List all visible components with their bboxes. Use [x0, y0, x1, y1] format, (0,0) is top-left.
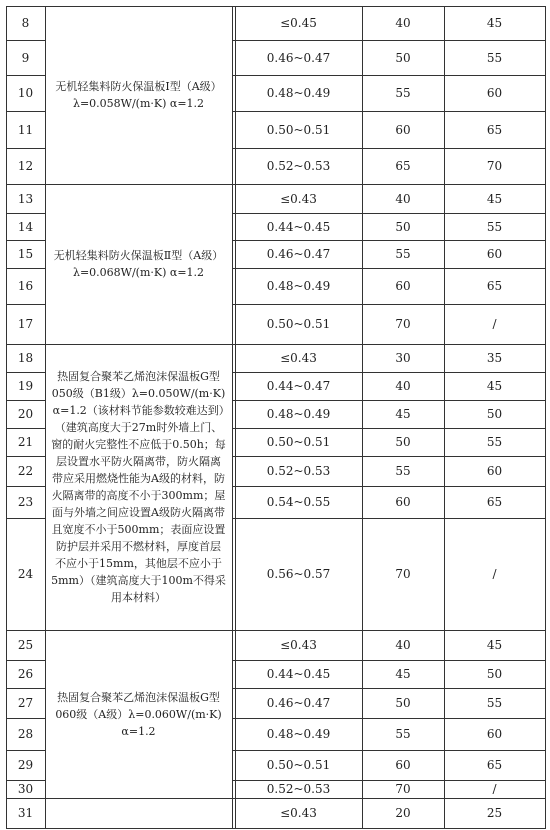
thickness-cell: 55: [486, 435, 503, 449]
thermal-conductivity-cell: 0.44~0.45: [266, 219, 331, 234]
thickness-cell: 60: [486, 86, 503, 100]
thermal-conductivity-cell: 0.50~0.51: [266, 435, 331, 449]
material-description: [45, 798, 232, 828]
column-border: [232, 6, 233, 828]
thickness-cell: 45: [486, 379, 503, 393]
row-number: 28: [17, 727, 34, 741]
row-number: 14: [17, 219, 34, 234]
thickness-cell: 30: [395, 351, 411, 365]
row-number: 31: [17, 806, 34, 820]
row-number: 18: [17, 351, 34, 365]
thickness-cell: 55: [395, 247, 411, 261]
thickness-cell: 60: [486, 727, 503, 741]
row-number: 8: [21, 16, 30, 30]
row-number: 11: [17, 122, 34, 137]
thermal-conductivity-cell: 0.52~0.53: [266, 159, 331, 173]
thermal-conductivity-cell: 0.48~0.49: [266, 727, 331, 741]
thickness-cell: 45: [486, 638, 503, 652]
thickness-cell: 60: [486, 247, 503, 261]
thickness-cell: /: [492, 567, 497, 581]
row-number: 15: [17, 247, 34, 261]
row-number: 16: [17, 279, 34, 293]
thermal-conductivity-cell: 0.46~0.47: [266, 696, 331, 710]
row-number: 13: [17, 191, 34, 206]
thermal-conductivity-cell: 0.44~0.45: [266, 667, 331, 681]
row-number: 20: [17, 407, 34, 421]
material-description: 热固复合聚苯乙烯泡沫保温板G型060级（A级）λ=0.060W/(m·K) α=1.2: [55, 690, 222, 738]
thickness-cell: 70: [395, 317, 411, 331]
thickness-cell: 55: [395, 464, 411, 478]
thermal-conductivity-cell: 0.50~0.51: [266, 317, 331, 331]
thickness-cell: 20: [395, 806, 411, 820]
row-number: 22: [17, 464, 34, 478]
thickness-cell: 45: [395, 667, 411, 681]
row-number: 9: [21, 50, 30, 65]
thermal-conductivity-cell: 0.52~0.53: [266, 464, 331, 478]
row-number: 23: [17, 495, 34, 509]
thickness-cell: 60: [395, 495, 411, 509]
thickness-cell: 50: [395, 219, 411, 234]
thickness-cell: 65: [486, 758, 503, 772]
thermal-conductivity-cell: 0.50~0.51: [266, 758, 331, 772]
thickness-cell: 65: [395, 159, 411, 173]
thickness-cell: /: [492, 317, 497, 331]
thickness-cell: 40: [395, 191, 411, 206]
thickness-cell: 50: [395, 50, 411, 65]
row-number: 10: [17, 86, 34, 100]
thermal-conductivity-cell: 0.52~0.53: [266, 782, 331, 796]
thickness-cell: 55: [395, 86, 411, 100]
row-number: 30: [17, 782, 34, 796]
thickness-cell: 65: [486, 279, 503, 293]
thermal-conductivity-cell: 0.56~0.57: [266, 567, 331, 581]
material-description: 无机轻集料防火保温板Ⅱ型（A级）λ=0.068W/(m·K) α=1.2: [53, 249, 224, 279]
thickness-cell: 45: [395, 407, 411, 421]
thermal-conductivity-cell: 0.44~0.47: [266, 379, 331, 393]
thickness-cell: /: [492, 782, 497, 796]
thickness-cell: 50: [486, 667, 503, 681]
row-number: 29: [17, 758, 34, 772]
thickness-cell: 35: [486, 351, 503, 365]
column-border: [545, 6, 546, 828]
thickness-cell: 50: [486, 407, 503, 421]
thermal-conductivity-cell: 0.46~0.47: [266, 247, 331, 261]
material-description: 无机轻集料防火保温板Ⅰ型（A级）λ=0.058W/(m·K) α=1.2: [55, 80, 222, 110]
thermal-conductivity-cell: 0.50~0.51: [266, 122, 331, 137]
thickness-cell: 50: [395, 435, 411, 449]
thickness-cell: 40: [395, 379, 411, 393]
thickness-cell: 65: [486, 495, 503, 509]
thickness-cell: 45: [486, 16, 503, 30]
row-border: [6, 828, 546, 829]
thickness-cell: 60: [395, 758, 411, 772]
thermal-conductivity-cell: ≤0.43: [280, 638, 317, 652]
thermal-conductivity-cell: ≤0.43: [280, 806, 317, 820]
thermal-conductivity-cell: 0.46~0.47: [266, 50, 331, 65]
thickness-cell: 60: [486, 464, 503, 478]
row-number: 27: [17, 696, 34, 710]
row-number: 19: [17, 379, 34, 393]
thickness-cell: 70: [486, 159, 503, 173]
thickness-cell: 40: [395, 16, 411, 30]
thickness-cell: 55: [486, 50, 503, 65]
row-number: 21: [17, 435, 34, 449]
thickness-cell: 55: [486, 219, 503, 234]
row-number: 24: [17, 567, 34, 581]
thickness-cell: 60: [395, 122, 411, 137]
thickness-cell: 55: [486, 696, 503, 710]
thermal-conductivity-cell: ≤0.43: [280, 351, 317, 365]
thickness-cell: 60: [395, 279, 411, 293]
row-number: 12: [17, 159, 34, 173]
thickness-cell: 65: [486, 122, 503, 137]
thermal-conductivity-cell: 0.48~0.49: [266, 86, 331, 100]
thickness-cell: 50: [395, 696, 411, 710]
thermal-conductivity-cell: 0.48~0.49: [266, 407, 331, 421]
thermal-conductivity-cell: 0.54~0.55: [266, 495, 331, 509]
thermal-conductivity-cell: ≤0.45: [280, 16, 317, 30]
thickness-cell: 45: [486, 191, 503, 206]
thickness-cell: 70: [395, 567, 411, 581]
row-number: 26: [17, 667, 34, 681]
thermal-conductivity-cell: ≤0.43: [280, 191, 317, 206]
row-number: 17: [17, 317, 34, 331]
thermal-conductivity-cell: 0.48~0.49: [266, 279, 331, 293]
thickness-cell: 25: [486, 806, 503, 820]
row-number: 25: [17, 638, 34, 652]
material-description: 热固复合聚苯乙烯泡沫保温板G型050级（B1级）λ=0.050W/(m·K) α=1.2（该材料节能参数较难达到）（建筑高度大于27m时外墙上门、窗的耐火完整性不应低于0.50h；每层设置水平防火隔离带，防火隔离带应采用燃烧性能为A级的材料，防火隔离带的高度不小于300mm；屋面与外墙之间应设置A级防火隔离带且宽度不小于500mm；表面应设置防护层并采用不燃材料，厚度首层不应小于15mm，其他层不应小于5mm）（建筑高度大于100m不得采用本材料）: [51, 370, 226, 604]
thickness-cell: 70: [395, 782, 411, 796]
thickness-cell: 40: [395, 638, 411, 652]
thickness-cell: 55: [395, 727, 411, 741]
